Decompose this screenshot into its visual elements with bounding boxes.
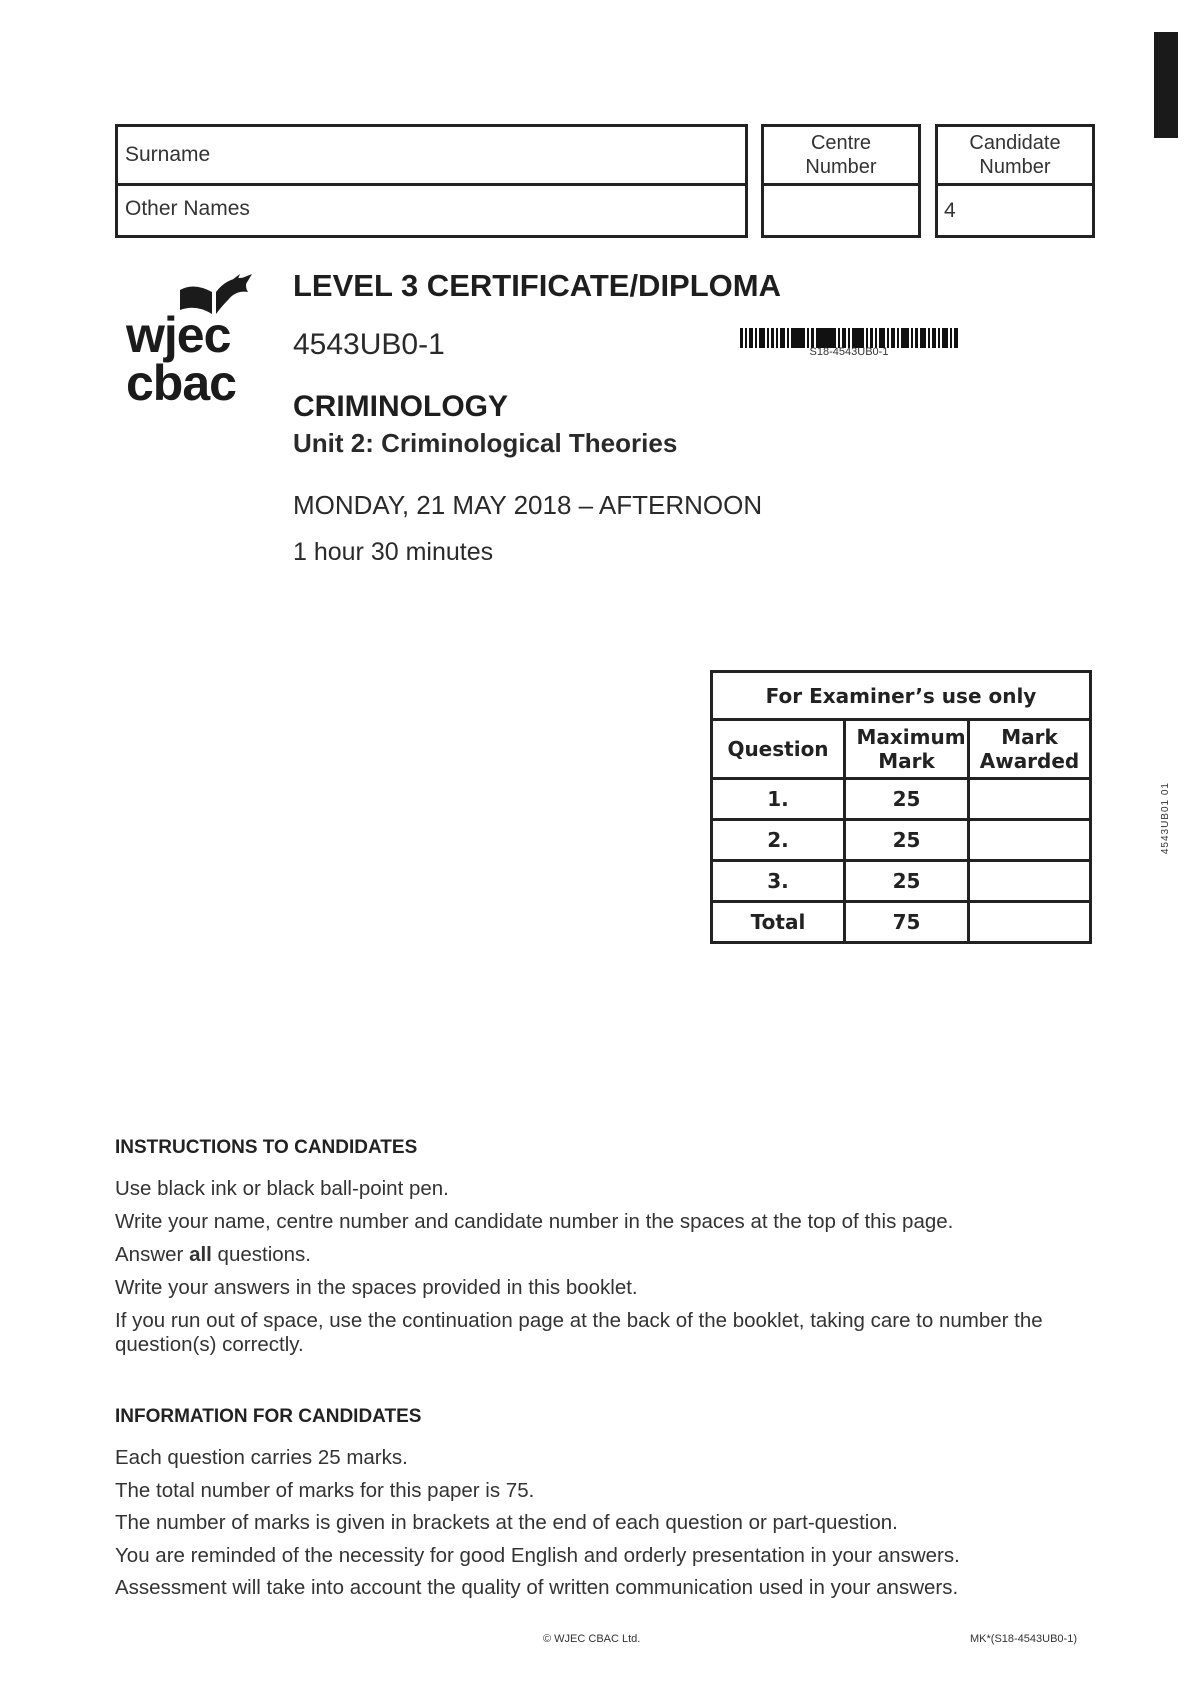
candidate-label-line1: Candidate [969, 132, 1061, 154]
exam-duration: 1 hour 30 minutes [293, 538, 494, 566]
centre-number-field[interactable] [764, 186, 918, 235]
candidate-number-box [935, 124, 1095, 238]
centre-number-box [761, 124, 921, 238]
information-line: The number of marks is given in brackets at the end of each question or part-question. [115, 1511, 898, 1534]
information-line: Each question carries 25 marks. [115, 1446, 408, 1469]
mark-awarded-cell[interactable] [969, 861, 1091, 902]
surname-label: Surname [125, 143, 211, 166]
mark-awarded-cell[interactable] [969, 820, 1091, 861]
instruction-line: If you run out of space, use the continuation page at the back of the booklet, taking care to number the question(s) correctly. [115, 1309, 1043, 1356]
subject-title: CRIMINOLOGY [293, 390, 508, 423]
instruction-line: Use black ink or black ball-point pen. [115, 1177, 449, 1200]
exam-date: MONDAY, 21 MAY 2018 – AFTERNOON [293, 490, 763, 520]
other-names-field[interactable] [118, 183, 745, 235]
instruction-line: Write your answers in the spaces provided in this booklet. [115, 1276, 638, 1299]
mark-awarded-cell[interactable] [969, 779, 1091, 820]
side-paper-code: 4543UB01 01 [1160, 782, 1171, 855]
instructions-heading: INSTRUCTIONS TO CANDIDATES [115, 1137, 418, 1158]
footer-copyright: © WJEC CBAC Ltd. [543, 1633, 641, 1645]
candidate-number-field[interactable] [938, 186, 1092, 235]
candidate-label-line2: Number [979, 156, 1051, 178]
header-maximum-mark-text: Maximum Mark [856, 725, 966, 773]
centre-label-line1: Centre [810, 132, 872, 154]
max-mark: 25 [845, 779, 969, 820]
max-mark: 25 [845, 861, 969, 902]
barcode-text: S18-4543UB0-1 [809, 346, 889, 358]
header-maximum-mark [845, 720, 969, 779]
other-names-label: Other Names [125, 197, 250, 220]
candidate-number-value: 4 [944, 198, 956, 222]
instruction-line [115, 1243, 1095, 1267]
information-line: Assessment will take into account the quality of written communication used in your answers. [115, 1576, 959, 1599]
candidate-number-header [938, 127, 1092, 186]
instruction-text: questions. [211, 1243, 312, 1266]
information-heading: INFORMATION FOR CANDIDATES [115, 1406, 422, 1427]
corner-registration-bar [1154, 32, 1178, 138]
instruction-line: Write your name, centre number and candidate number in the spaces at the top of this page. [115, 1210, 954, 1233]
examiner-table-title: For Examiner’s use only [712, 672, 1091, 720]
instruction-text: Answer [115, 1243, 190, 1266]
table-row [712, 820, 1091, 861]
footer-reference: MK*(S18-4543UB0-1) [970, 1633, 1077, 1645]
information-line: You are reminded of the necessity for good English and orderly presentation in your answers. [115, 1544, 960, 1567]
total-awarded-cell[interactable] [969, 902, 1091, 943]
barcode-icon [740, 328, 958, 348]
qualification-level: LEVEL 3 CERTIFICATE/DIPLOMA [293, 268, 781, 303]
paper-code: 4543UB0-1 [293, 328, 445, 361]
total-max-mark: 75 [845, 902, 969, 943]
header-question: Question [712, 720, 845, 779]
logo-line1: wjec [126, 307, 231, 363]
logo-line2: cbac [126, 355, 236, 411]
header-mark-awarded-text: Mark Awarded [979, 725, 1080, 773]
centre-label-line2: Number [805, 156, 877, 178]
information-line: The total number of marks for this paper is 75. [115, 1479, 535, 1502]
total-label: Total [712, 902, 845, 943]
wjec-cbac-logo [126, 270, 266, 411]
examiner-table [710, 670, 1092, 944]
surname-field[interactable] [118, 127, 745, 186]
question-number: 2. [712, 820, 845, 861]
unit-title: Unit 2: Criminological Theories [293, 428, 678, 458]
centre-number-header [764, 127, 918, 186]
table-row [712, 779, 1091, 820]
question-number: 1. [712, 779, 845, 820]
instruction-bold: all [189, 1243, 212, 1266]
name-box [115, 124, 748, 238]
max-mark: 25 [845, 820, 969, 861]
table-row-total [712, 902, 1091, 943]
question-number: 3. [712, 861, 845, 902]
table-row [712, 861, 1091, 902]
header-mark-awarded [969, 720, 1091, 779]
